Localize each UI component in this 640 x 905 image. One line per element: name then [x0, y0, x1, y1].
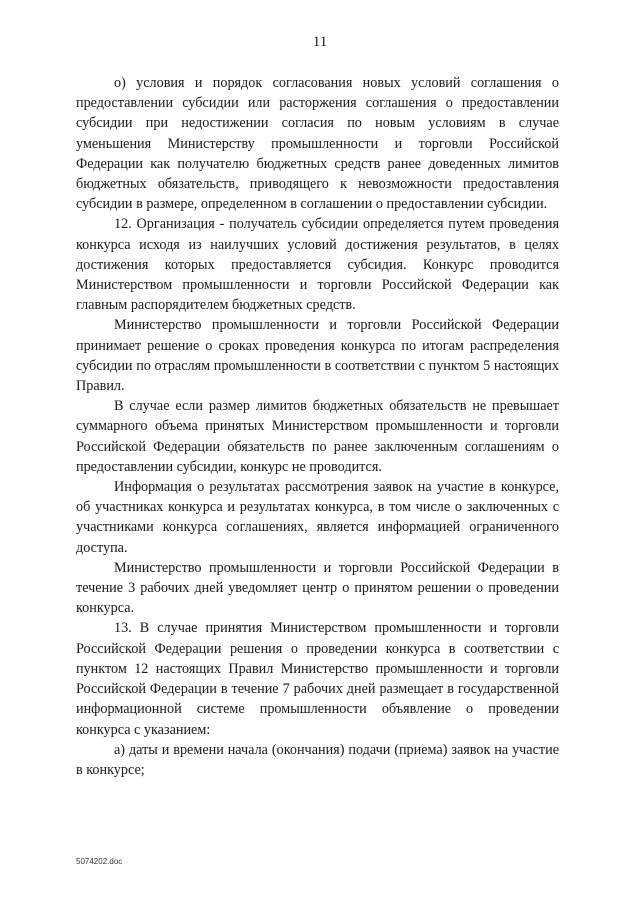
file-reference: 5074202.doc — [76, 857, 123, 866]
paragraph-13: 13. В случае принятия Министерством промышленности и торговли Российской Федерации решения о проведении конкурса в соответствии с пунктом 12 настоящих Правил Министерство промышленности и торговли Российской Федерации в течение 7 рабочих дней размещает в государственной информационной системе промышленности объявление о проведении конкурса с указанием: — [76, 620, 559, 738]
document-body — [76, 73, 559, 780]
paragraph-decision: Министерство промышленности и торговли Российской Федерации принимает решение о сроках проведения конкурса по итогам распределения субсидии по отраслям промышленности в соответствии с пунктом 5 настоящих Правил. — [76, 317, 559, 395]
paragraph-12: 12. Организация - получатель субсидии определяется путем проведения конкурса исходя из наилучших условий достижения результатов, в целях достижения которых предоставляется субсидия. Конкурс проводится Министерством промышленности и торговли Российской Федерации как главным распорядителем бюджетных средств. — [76, 216, 559, 314]
page-number: 11 — [312, 34, 328, 50]
paragraph-o: о) условия и порядок согласования новых условий соглашения о предоставлении субсидии или расторжения соглашения о предоставлении субсидии при недостижении согласия по новым условиям в случае уменьшения Министерству промышленности и торговли Российской Федерации как получателю бюджетных средств ранее доведенных лимитов бюджетных обязательств, приводящего к невозможности предоставления субсидии в размере, определенном в соглашении о предоставлении субсидии. — [76, 75, 559, 213]
paragraph-restricted-info: Информация о результатах рассмотрения заявок на участие в конкурсе, об участниках конкурса и результатах конкурса, в том числе о заключенных с участниками конкурса соглашениях, является информацией ограниченного доступа. — [76, 479, 559, 556]
paragraph-a: а) даты и времени начала (окончания) подачи (приема) заявок на участие в конкурсе; — [76, 741, 559, 778]
paragraph-no-contest: В случае если размер лимитов бюджетных обязательств не превышает суммарного объема принятых Министерством промышленности и торговли Российской Федерации обязательств по ранее заключенным соглашениям о предоставлении субсидии, конкурс не проводится. — [76, 398, 559, 475]
paragraph-notification: Министерство промышленности и торговли Российской Федерации в течение 3 рабочих дней уведомляет центр о принятом решении о проведении конкурса. — [76, 559, 559, 617]
